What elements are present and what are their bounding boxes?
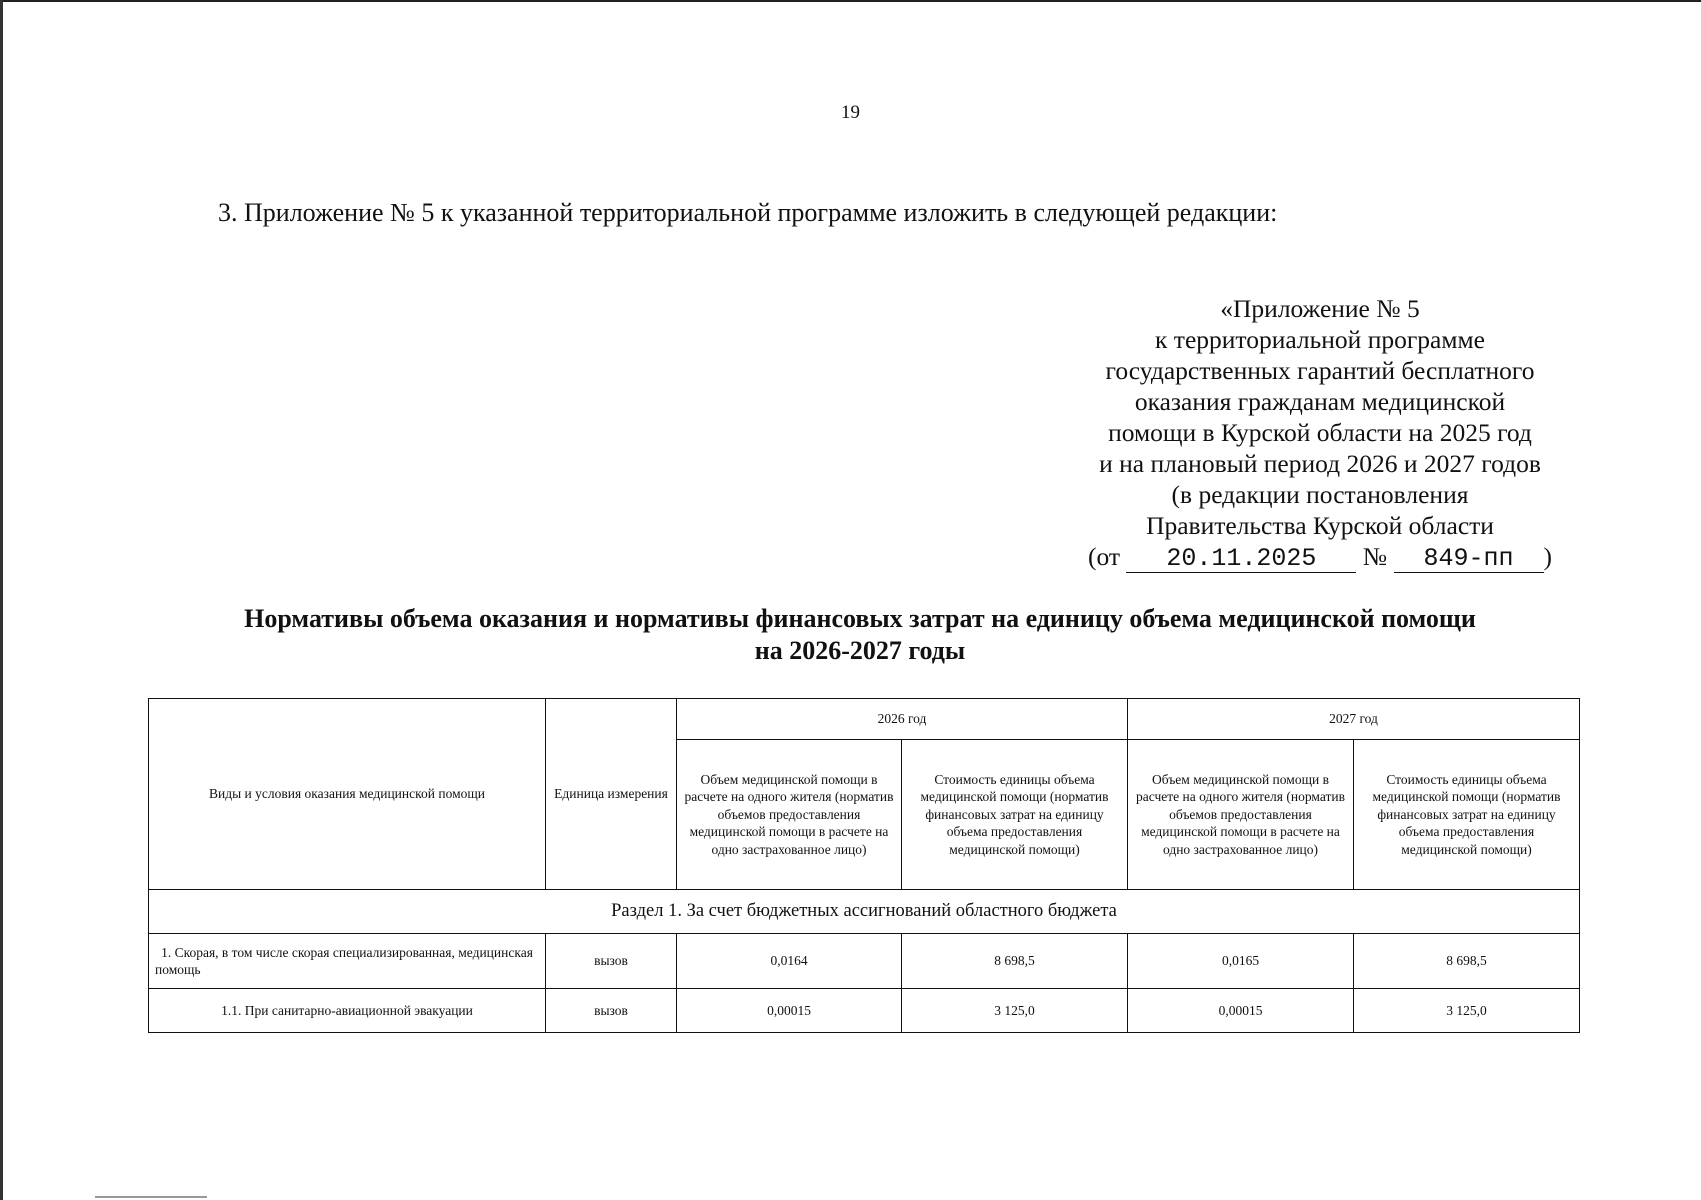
appendix-line: к территориальной программе — [1155, 325, 1485, 354]
scan-edge-top — [0, 0, 1701, 2]
scan-artifact-line — [95, 1196, 207, 1198]
resolution-date: 20.11.2025 — [1126, 545, 1356, 573]
title-line: Нормативы объема оказания и нормативы финансовых затрат на единицу объема медицинской помощи — [244, 604, 1476, 633]
appendix-line: Правительства Курской области — [1146, 511, 1494, 540]
header-unit: Единица измерения — [546, 699, 677, 890]
ref-prefix: (от — [1087, 542, 1121, 571]
row-volume-2026: 0,0164 — [677, 934, 902, 989]
page-number: 19 — [841, 102, 860, 123]
row-cost-2026: 3 125,0 — [902, 989, 1128, 1033]
row-name: 1.1. При санитарно-авиационной эвакуации — [149, 989, 546, 1033]
table-header-row — [149, 699, 1580, 740]
header-year-2026: 2026 год — [677, 699, 1128, 740]
document-title — [150, 603, 1570, 667]
appendix-line: оказания гражданам медицинской — [1134, 387, 1506, 416]
row-volume-2027: 0,0165 — [1128, 934, 1354, 989]
ref-number-sign: № — [1362, 542, 1388, 571]
header-cost-2027: Стоимость единицы объема медицинской помощи (норматив финансовых затрат на единицу объема предоставления медицинской помощи) — [1354, 740, 1580, 890]
row-unit: вызов — [546, 989, 677, 1033]
resolution-number: 849-пп — [1394, 545, 1544, 573]
header-volume-2027: Объем медицинской помощи в расчете на одного жителя (норматив объемов предоставления медицинской помощи в расчете на одно застрахованное лицо) — [1128, 740, 1354, 890]
appendix-line: «Приложение № 5 — [1220, 294, 1420, 323]
row-cost-2026: 8 698,5 — [902, 934, 1128, 989]
appendix-line: помощи в Курской области на 2025 год — [1108, 418, 1532, 447]
row-volume-2027: 0,00015 — [1128, 989, 1354, 1033]
appendix-line: и на плановый период 2026 и 2027 годов — [1099, 449, 1541, 478]
title-line: на 2026-2027 годы — [754, 636, 966, 665]
scan-edge-left — [0, 0, 3, 1200]
ref-suffix: ) — [1543, 542, 1553, 571]
appendix-heading-block — [1080, 293, 1560, 573]
row-volume-2026: 0,00015 — [677, 989, 902, 1033]
row-unit: вызов — [546, 934, 677, 989]
header-cost-2026: Стоимость единицы объема медицинской помощи (норматив финансовых затрат на единицу объема предоставления медицинской помощи) — [902, 740, 1128, 890]
intro-paragraph: 3. Приложение № 5 к указанной территориальной программе изложить в следующей редакции: — [218, 198, 1278, 227]
table-section-row — [149, 890, 1580, 934]
header-year-2027: 2027 год — [1128, 699, 1580, 740]
header-kind: Виды и условия оказания медицинской помощи — [149, 699, 546, 890]
row-cost-2027: 8 698,5 — [1354, 934, 1580, 989]
appendix-line: (в редакции постановления — [1171, 480, 1469, 509]
resolution-reference — [1080, 541, 1560, 573]
appendix-line: государственных гарантий бесплатного — [1105, 356, 1535, 385]
norms-table — [148, 698, 1580, 1033]
table-row — [149, 989, 1580, 1033]
row-name: 1. Скорая, в том числе скорая специализированная, медицинская помощь — [149, 934, 546, 989]
row-cost-2027: 3 125,0 — [1354, 989, 1580, 1033]
header-volume-2026: Объем медицинской помощи в расчете на одного жителя (норматив объемов предоставления медицинской помощи в расчете на одно застрахованное лицо) — [677, 740, 902, 890]
table-row — [149, 934, 1580, 989]
section-title: Раздел 1. За счет бюджетных ассигнований областного бюджета — [149, 890, 1580, 934]
